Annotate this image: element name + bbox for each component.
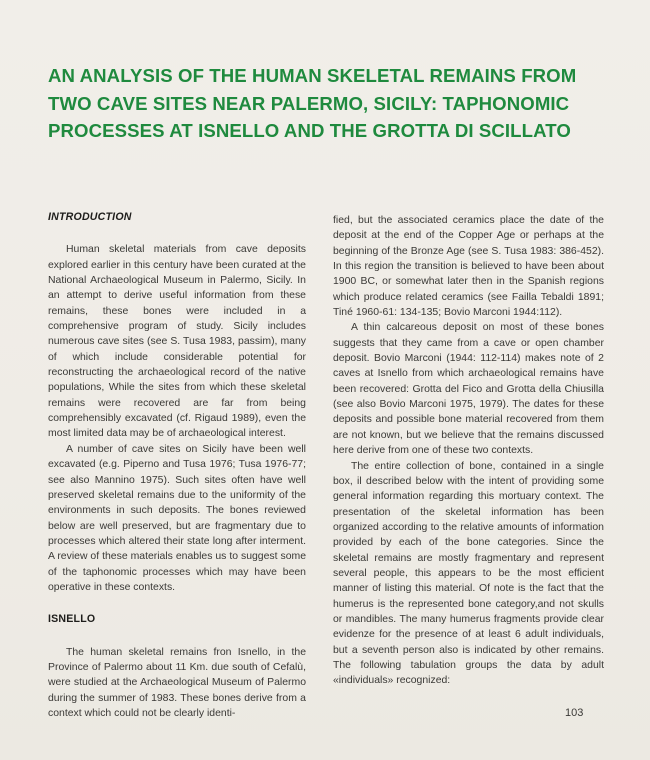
title-line-1: AN ANALYSIS OF THE HUMAN SKELETAL REMAINS FROM [48, 65, 577, 86]
page-number: 103 [565, 707, 584, 719]
article-title [48, 62, 608, 145]
introduction-paragraph-1: Human skeletal materials from cave deposits explored earlier in this century have been curated at the National Archaeological Museum in Palermo, Sicily. In an attempt to derive useful information from these remains, these bones were included in a comprehensive program of study. Sicily includes numerous cave sites (see S. Tusa 1983, passim), many of which include considerable potential for reconstructing the archaeological record of the native populations, While the sites from which these skeletal remains were recovered are far from being comprehensibly excavated (cf. Rigaud 1989), even the most limited data may be of archaeological interest. [48, 244, 306, 440]
title-line-3: PROCESSES AT ISNELLO AND THE GROTTA DI SCILLATO [48, 120, 571, 141]
isnello-paragraph-3: The entire collection of bone, contained in a single box, il described below with the intent of providing some general information regarding this mortuary context. The presentation of the skeletal information has been organized according to the relative amounts of information provided by each of the bone categories. Since the skeletal remains are mostly fragmentary and represent several people, this appears to be the most efficient manner of listing this material. Of note is the fact that the humerus is the represented bone category,and not skulls or mandibles. The many humerus fragments provide clear evidenze for the presence of at least 6 adult individuals, but a seventh person also is indicated by other remains. The following tabulation groups the data by adult «individuals» recognized: [333, 460, 604, 687]
isnello-heading: ISNELLO [48, 613, 96, 626]
introduction-paragraph-2: A number of cave sites on Sicily have been well excavated (e.g. Piperno and Tusa 1976; Tusa 1976-77; see also Mannino 1975). Such sites often have well preserved skeletal remains due to the uniformity of the environments in such deposits. The bones reviewed below are well preserved, but are fragmentary due to processes which altered their state long after interment. A review of these materials enables us to suggest some of the taphonomic processes which may have been operative in these contexts. [48, 443, 306, 593]
isnello-paragraph-continued: fied, but the associated ceramics place the date of the deposit at the end of the Copper Age or perhaps at the beginning of the Bronze Age (see S. Tusa 1983: 386-452). In this region the transition is believed to have been about 1900 BC, or somewhat later then in the Spanish regions which produce related ceramics (see Failla Tebaldi 1891; Tiné 1960-61: 134-135; Bovio Marconi 1944:112). [333, 215, 604, 319]
left-column [48, 210, 306, 721]
title-line-2: TWO CAVE SITES NEAR PALERMO, SICILY: TAPHONOMIC [48, 92, 570, 114]
right-column [333, 213, 604, 689]
introduction-heading: INTRODUCTION [48, 211, 132, 223]
isnello-paragraph-1: The human skeletal remains fron Isnello, in the Province of Palermo about 11 Km. due south of Cefalù, were studied at the Archaeological Museum of Palermo during the summer of 1983. These bones derive from a context which could not be clearly identi- [48, 646, 306, 719]
isnello-paragraph-2: A thin calcareous deposit on most of these bones suggests that they came from a cave or open chamber deposit. Bovio Marconi (1944: 112-114) makes note of 2 caves at Isnello from which archaeological remains have been recovered: Grotta del Fico and Grotta della Chiusilla (see also Bovio Marconi 1975, 1979). The dates for these deposits and possible bone material recovered from them are not known, but we believe that the remains discussed here derive from one of these two contexts. [333, 322, 604, 457]
